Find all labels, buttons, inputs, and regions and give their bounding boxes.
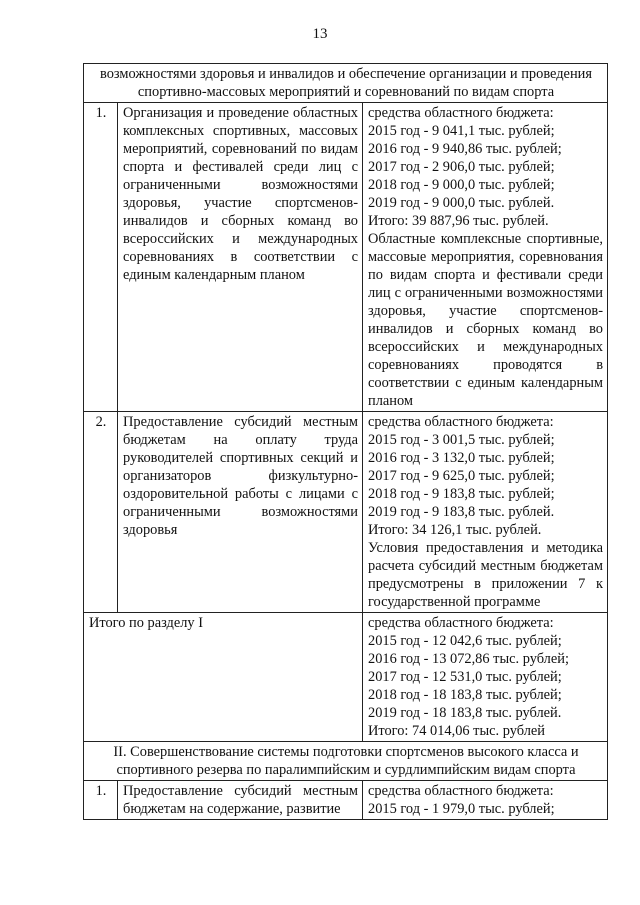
funding-line: 2019 год - 18 183,8 тыс. рублей. <box>368 705 562 721</box>
row-funding <box>363 412 608 613</box>
row-description: Предоставление субсидий местным бюджетам на содержание, развитие <box>118 781 363 820</box>
funding-line: 2016 год - 3 132,0 тыс. рублей; <box>368 450 555 466</box>
total-row <box>84 613 608 742</box>
funding-line: 2017 год - 2 906,0 тыс. рублей; <box>368 159 555 175</box>
funding-line: 2017 год - 9 625,0 тыс. рублей; <box>368 468 555 484</box>
funding-line: 2018 год - 9 183,8 тыс. рублей; <box>368 486 555 502</box>
section-header-top: возможностями здоровья и инвалидов и обеспечение организации и проведения спортивно-массовых мероприятий и соревнований по видам спорта <box>84 64 608 103</box>
funding-line: 2018 год - 9 000,0 тыс. рублей; <box>368 177 555 193</box>
table-row <box>84 412 608 613</box>
funding-line: 2018 год - 18 183,8 тыс. рублей; <box>368 687 562 703</box>
funding-line: 2019 год - 9 000,0 тыс. рублей. <box>368 195 555 211</box>
row-number: 1. <box>84 781 118 820</box>
funding-line: средства областного бюджета: <box>368 414 554 430</box>
funding-line: 2015 год - 9 041,1 тыс. рублей; <box>368 123 555 139</box>
funding-line: 2015 год - 12 042,6 тыс. рублей; <box>368 633 562 649</box>
section-header-row <box>84 742 608 781</box>
funding-line: Итого: 74 014,06 тыс. рублей <box>368 723 545 739</box>
total-funding <box>363 613 608 742</box>
funding-line: средства областного бюджета: <box>368 105 554 121</box>
funding-line: Итого: 34 126,1 тыс. рублей. <box>368 522 542 538</box>
funding-line: 2016 год - 13 072,86 тыс. рублей; <box>368 651 569 667</box>
section-header-2: II. Совершенствование системы подготовки спортсменов высокого класса и спортивного резерва по паралимпийским и сурдлимпийским видам спорта <box>84 742 608 781</box>
row-description: Организация и проведение областных комплексных спортивных, массовых мероприятий, соревнований по видам спорта и фестивалей среди лиц с ограниченными возможностями здоровья, участие спортсменов-инвалидов и сборных команд во всероссийских и международных соревнованиях в соответствии с единым календарным планом <box>118 103 363 412</box>
funding-line: Итого: 39 887,96 тыс. рублей. <box>368 213 549 229</box>
program-table <box>83 63 608 820</box>
funding-line: 2016 год - 9 940,86 тыс. рублей; <box>368 141 562 157</box>
table-row <box>84 781 608 820</box>
funding-note: Условия предоставления и методика расчета субсидий местным бюджетам предусмотрены в приложении 7 к государственной программе <box>368 540 603 610</box>
funding-line: средства областного бюджета: <box>368 783 554 799</box>
row-number: 2. <box>84 412 118 613</box>
section-header-row <box>84 64 608 103</box>
funding-line: средства областного бюджета: <box>368 615 554 631</box>
row-funding <box>363 781 608 820</box>
row-number: 1. <box>84 103 118 412</box>
funding-line: 2019 год - 9 183,8 тыс. рублей. <box>368 504 555 520</box>
page-number: 13 <box>312 26 328 42</box>
row-funding <box>363 103 608 412</box>
funding-line: 2015 год - 3 001,5 тыс. рублей; <box>368 432 555 448</box>
funding-line: 2015 год - 1 979,0 тыс. рублей; <box>368 801 555 817</box>
funding-note: Областные комплексные спортивные, массовые мероприятия, соревнования по видам спорта и фестивали среди лиц с ограниченными возможностями здоровья, участие спортсменов-инвалидов и сборных команд во всероссийских и международных соревнованиях проводятся в соответствии с единым календарным планом <box>368 231 603 409</box>
row-description: Предоставление субсидий местным бюджетам на оплату труда руководителей спортивных секций и организаторов физкультурно-оздоровительной работы с лицами с ограниченными возможностями здоровья <box>118 412 363 613</box>
funding-line: 2017 год - 12 531,0 тыс. рублей; <box>368 669 562 685</box>
total-label: Итого по разделу I <box>84 613 363 742</box>
table-row <box>84 103 608 412</box>
